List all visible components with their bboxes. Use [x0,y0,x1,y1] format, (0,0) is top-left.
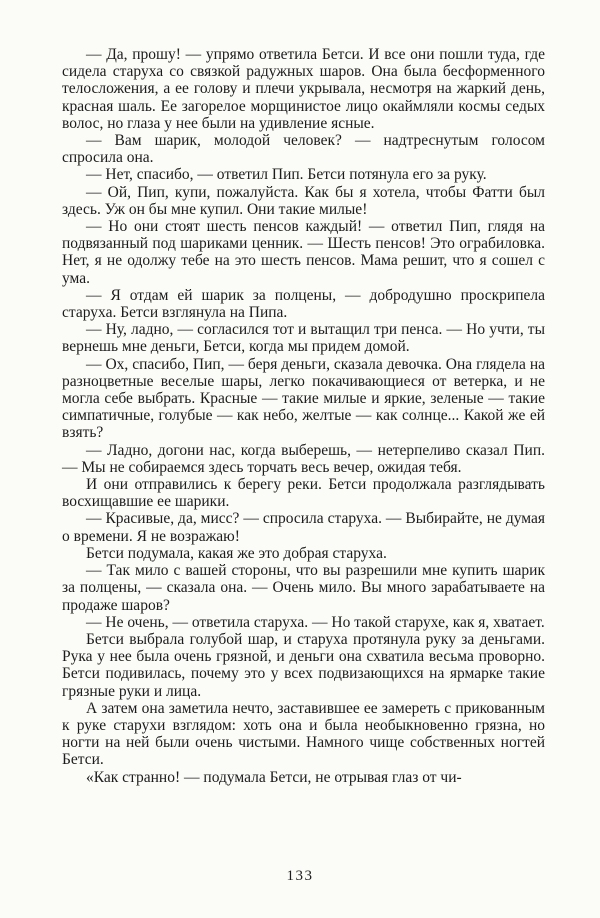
paragraph: — Не очень, — ответила старуха. — Но такой старухе, как я, хватает. [86,613,545,631]
paragraph: Бетси выбрала голубой шар, и старуха протянула руку за деньгами. Рука у нее была очень грязной, и деньги она схватила весьма проворно. Бетси подивилась, почему это у всех подвизающихся на ярмарке такие грязные руки и лица. [62,630,545,700]
paragraph: Бетси подумала, какая же это добрая старуха. [86,544,387,562]
paragraph: — Так мило с вашей стороны, что вы разрешили мне купить шарик за полцены, — сказала она. — Очень мило. Вы много зарабатываете на продаже шаров? [62,562,545,614]
paragraph: — Нет, спасибо, — ответил Пип. Бетси потянула его за руку. [86,166,487,184]
paragraph: — Да, прошу! — упрямо ответила Бетси. И все они пошли туда, где сидела старуха со связкой радужных шаров. Она была бесформенного телосложения, а ее голову и плечи укрывала, несмотря на жаркий день, красная шаль. Ее загорелое морщинистое лицо окаймляли космы седых волос, но глаза у нее были на удивление ясные. [62,46,545,132]
paragraph: — Я отдам ей шарик за полцены, — добродушно проскрипела старуха. Бетси взглянула на Пипа. [62,286,545,322]
page-text [62,46,545,786]
paragraph: «Как странно! — подумала Бетси, не отрывая глаз от чи- [86,768,462,786]
paragraph: — Ой, Пип, купи, пожалуйста. Как бы я хотела, чтобы Фатти был здесь. Уж он бы мне купил. Они такие милые! [62,183,545,218]
paragraph: А затем она заметила нечто, заставившее ее замереть с прикованным к руке старухи взглядом: хоть она и была необыкновенно грязна, но ногти на ней были очень чистыми. Намного чище собственных ногтей Бетси. [62,699,545,769]
paragraph: — Ладно, догони нас, когда выберешь, — нетерпеливо сказал Пип. — Мы не собираемся здесь торчать весь вечер, ожидая тебя. [62,441,545,476]
paragraph: — Ну, ладно, — согласился тот и вытащил три пенса. — Но учти, ты вернешь мне деньги, Бетси, когда мы придем домой. [62,321,545,356]
paragraph: — Ох, спасибо, Пип, — беря деньги, сказала девочка. Она глядела на разноцветные веселые шары, легко покачивающиеся от ветерка, и не могла себе выбрать. Красные — такие милые и яркие, зеленые — такие симпатичные, голубые — как небо, желтые — как солнце... Какой же ей взять? [62,355,545,442]
page-number: 133 [286,868,314,884]
paragraph: И они отправились к берегу реки. Бетси продолжала разглядывать восхищавшие ее шарики. [62,476,545,511]
paragraph: — Красивые, да, мисс? — спросила старуха. — Выбирайте, не думая о времени. Я не возражаю! [62,510,545,545]
paragraph: — Но они стоят шесть пенсов каждый! — ответил Пип, глядя на подвязанный под шариками ценник. — Шесть пенсов! Это ограбиловка. Нет, я не одолжу тебе на это шесть пенсов. Мама решит, что я сошел с ума. [62,218,545,287]
paragraph: — Вам шарик, молодой человек? — надтреснутым голосом спросила она. [62,132,545,167]
